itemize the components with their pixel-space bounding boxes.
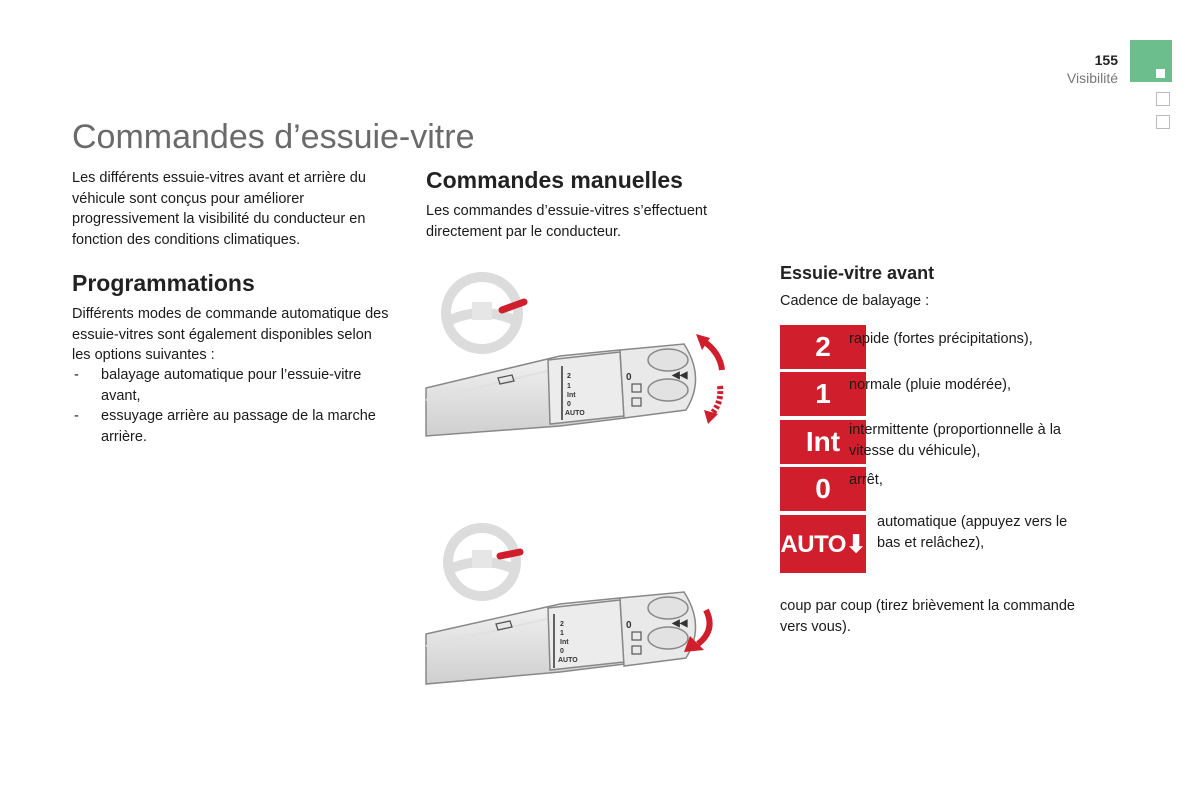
single-wipe-text: coup par coup (tirez brièvement la commande vers vous). — [780, 598, 1075, 635]
mode-desc-int: intermittente (proportionnelle à la vitesse du véhicule), — [849, 422, 1061, 459]
svg-text:AUTO: AUTO — [565, 410, 585, 417]
section-tab — [1130, 40, 1172, 82]
svg-text:0: 0 — [567, 401, 571, 408]
rotation-arrow-icon — [696, 334, 722, 424]
steering-wheel-icon — [448, 528, 520, 596]
mode-badge-int: Int — [780, 420, 866, 464]
svg-text:2: 2 — [567, 373, 571, 380]
svg-text:AUTO: AUTO — [558, 657, 578, 664]
mode-desc-auto: automatique (appuyez vers le bas et relâchez), — [877, 514, 1068, 551]
mode-badge-2: 2 — [780, 325, 866, 369]
cadence-label: Cadence de balayage : — [780, 293, 930, 309]
mode-badge-1: 1 — [780, 372, 866, 416]
svg-text:◀◀: ◀◀ — [672, 618, 688, 629]
manuelles-heading: Commandes manuelles — [426, 167, 683, 193]
programmations-text: Différents modes de commande automatique des essuie-vitres sont également disponibles selon les options suivantes : — [72, 306, 389, 363]
mode-desc-2: rapide (fortes précipitations), — [849, 331, 1033, 347]
mode-desc-1: normale (pluie modérée), — [849, 377, 1011, 393]
manuelles-text: Les commandes d’essuie-vitres s’effectuent directement par le conducteur. — [426, 203, 708, 240]
svg-text:1: 1 — [567, 383, 571, 390]
avant-heading: Essuie-vitre avant — [780, 263, 935, 283]
intro-text: Les différents essuie-vitres avant et arrière du véhicule sont conçus pour améliorer progressivement la visibilité du conducteur en fonction des conditions climatiques. — [72, 170, 366, 248]
programmations-list — [72, 365, 396, 447]
wiper-stalk-illustration-1 — [420, 268, 740, 448]
nav-box-1 — [1156, 92, 1170, 106]
mode-badge-0: 0 — [780, 467, 866, 511]
section-label: Visibilité — [1066, 70, 1118, 86]
page-number: 155 — [1094, 52, 1118, 68]
svg-text:2: 2 — [560, 621, 564, 628]
wiper-stalk-illustration-2 — [420, 520, 740, 695]
page-title: Commandes d’essuie-vitre — [72, 118, 475, 156]
mode-desc-0: arrêt, — [849, 472, 883, 488]
svg-text:0: 0 — [626, 372, 632, 383]
steering-wheel-icon — [446, 277, 524, 349]
list-item: - essuyage arrière au passage de la marche arrière. — [74, 408, 376, 445]
programmations-heading: Programmations — [72, 270, 255, 296]
svg-text:◀◀: ◀◀ — [672, 370, 688, 381]
svg-text:0: 0 — [626, 620, 632, 631]
svg-text:1: 1 — [560, 630, 564, 637]
mode-badge-auto: AUTO⬇ — [780, 515, 866, 573]
list-item: - balayage automatique pour l’essuie-vitre avant, — [74, 367, 362, 404]
tab-marker — [1156, 69, 1165, 78]
svg-text:0: 0 — [560, 648, 564, 655]
svg-text:Int: Int — [560, 639, 569, 646]
nav-box-2 — [1156, 115, 1170, 129]
svg-text:Int: Int — [567, 392, 576, 399]
